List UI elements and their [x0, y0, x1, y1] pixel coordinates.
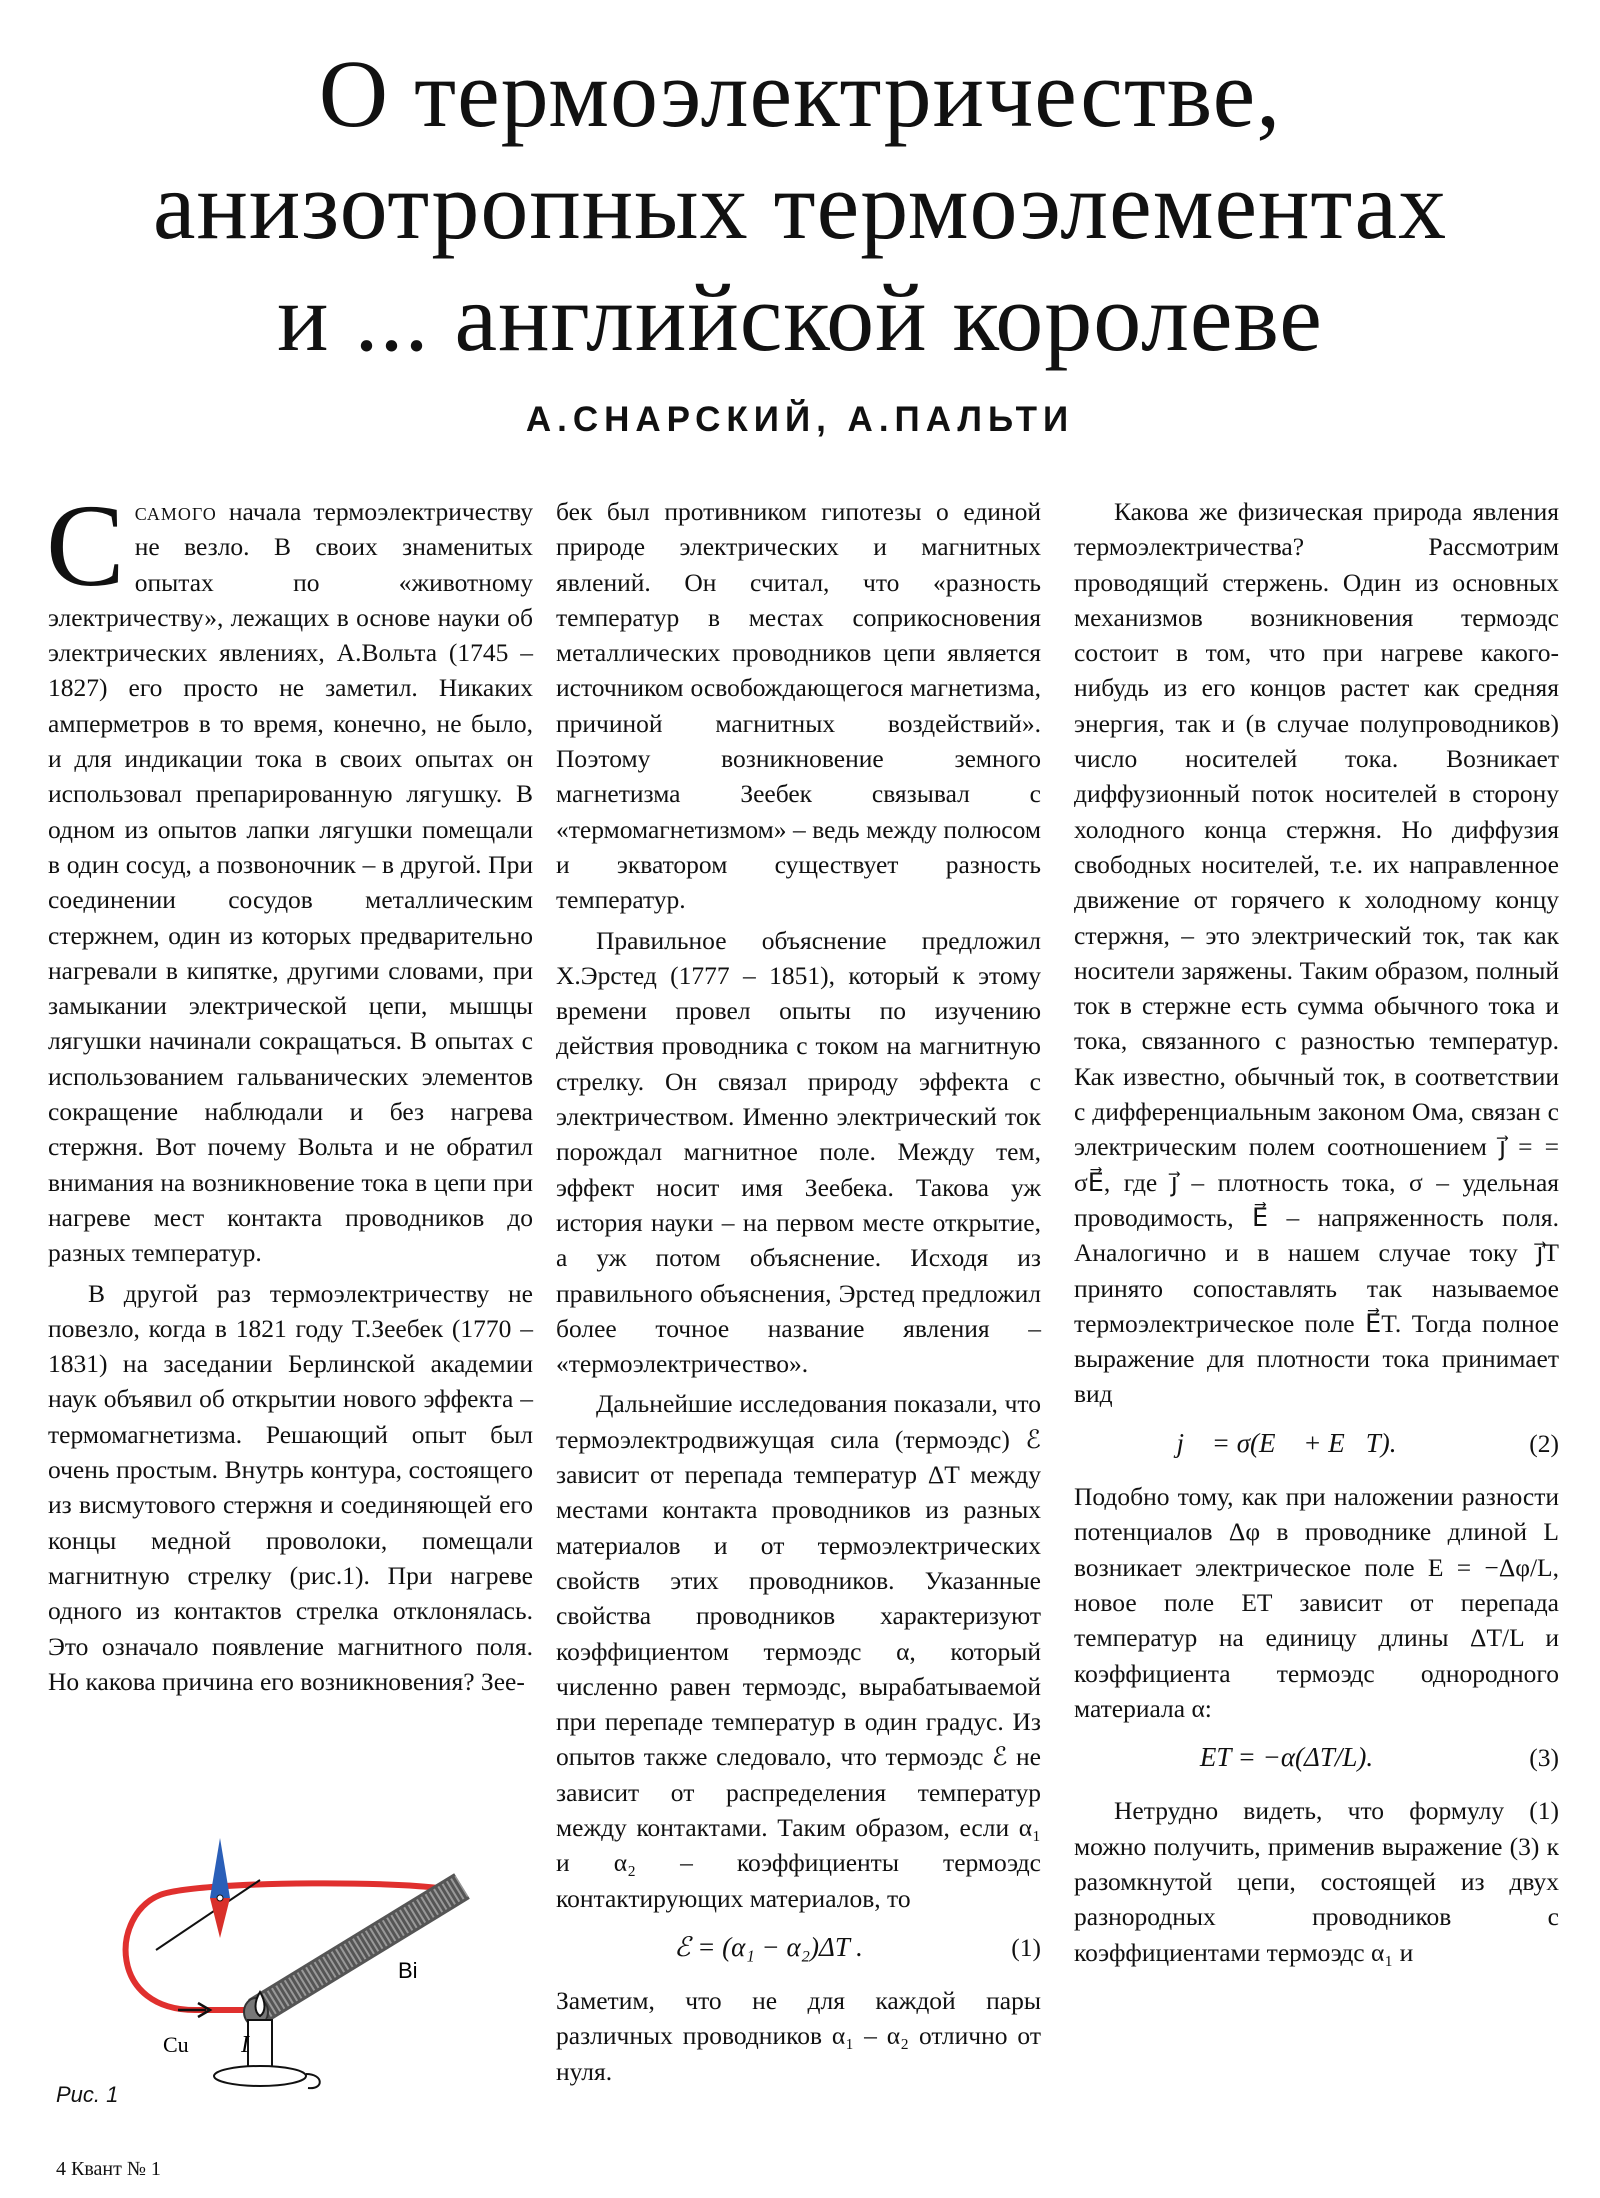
label-cu: Cu	[163, 2032, 189, 2057]
title-line-3: и ... английской королеве	[277, 264, 1323, 371]
column-3	[1074, 494, 1559, 1970]
formula-2	[1074, 1426, 1559, 1461]
formula-2-number: (2)	[1529, 1428, 1559, 1458]
paragraph: Нетрудно видеть, что формулу (1) можно получить, применив выражение (3) к разомкнутой цепи, состоящей из двух разнородных проводников с коэффициентами термоэдс α₁ и	[1074, 1796, 1559, 1967]
formula-3-number: (3)	[1529, 1743, 1559, 1773]
drop-cap: С	[46, 480, 125, 611]
label-current: I	[241, 2032, 249, 2058]
page-footer: 4 Квант № 1	[56, 2158, 161, 2180]
paragraph: Правильное объяснение предложил Х.Эрстед (1777 – 1851), который к этому времени провел опыты по изучению действия проводника с током на магнитную стрелку. Он связал природу эффекта с электричеством. Именно электрический ток порождал магнитное поле. Между тем, эффект носит имя Зеебека. Такова уж история науки – на первом месте открытие, а уж потом объяснение. Исходя из правильного объяснения, Эрстед предложил более точное название явления – «термоэлектричество».	[556, 925, 1041, 1379]
paragraph-text: начала термоэлектричеству не везло. В своих знаменитых опытах по «животному электричеству», лежащих в основе науки об электрических явлениях, А.Вольта (1745 – 1827) его просто не заметил. Никаких амперметров в то время, конечно, не было, и для индикации тока в своих опытах он использовал препарированную лягушку. В одном из опытов лапки лягушки помещали в один сосуд, а позвоночник – в другой. При соединении сосудов металлическим стержнем, один из которых предварительно нагревали в кипятке, другими словами, при замыкании электрической цепи, мышцы лягушки начинали сокращаться. В опытах с использованием гальванических элементов сокращение наблюдали и без нагрева стержня. Вот почему Вольта и не обратил внимания на возникновение тока в цепи при нагреве мест контакта проводников до разных температур.	[48, 497, 533, 1268]
formula-1-number: (1)	[1011, 1932, 1041, 1962]
bismuth-rod	[244, 1886, 462, 2026]
figure-1-caption: Рис. 1	[56, 2082, 119, 2107]
figure-1-illustration	[48, 1780, 533, 2120]
paragraph	[46, 480, 533, 1271]
title-line-1: О термоэлектричестве,	[318, 40, 1282, 147]
formula-2-expression: j⃗ = σ(E⃗ + E⃗T).	[1176, 1427, 1397, 1458]
current-arrow-icon	[178, 2003, 210, 2017]
label-bi: Bi	[398, 1958, 418, 1983]
paragraph: Подобно тому, как при наложении разности потенциалов Δφ в проводнике длиной L возникает электрическое поле E = −Δφ/L, новое поле ET зависит от перепада температур на единицу длины ΔT/L и коэффициента термоэдс однородного материала α:	[1074, 1482, 1559, 1723]
authors: А.СНАРСКИЙ, А.ПАЛЬТИ	[525, 400, 1075, 439]
paragraph: бек был противником гипотезы о единой природе электрических и магнитных явлений. Он считал, что «разность температур в местах соприкосновения металлических проводников цепи является источником освобождающегося магнетизма, причиной магнитных воздействий». Поэтому возникновение земного магнетизма Зеебек связывал с «термомагнетизмом» – ведь между полюсом и экватором существует разность температур.	[556, 497, 1041, 915]
title-line-2: анизотропных термоэлементах	[152, 152, 1448, 259]
formula-3	[1074, 1740, 1559, 1775]
article-title	[0, 38, 1600, 374]
paragraph: Какова же физическая природа явления термоэлектричества? Рассмотрим проводящий стержень. Один из основных механизмов возникновения термоэдс состоит в том, что при нагреве какого-нибудь из его концов растет как средняя энергия, так и (в случае полупроводников) число носителей тока. Возникает диффузионный поток носителей в сторону холодного конца стержня. Но диффузия свободных носителей, т.е. их направленное движение от горячего к холодному концу стержня, – это электрический ток, так как носители заряжены. Таким образом, полный ток в стержне есть сумма обычного тока и тока, связанного с разностью температур. Как известно, обычный ток, в соответствии с дифференциальным законом Ома, связан с электрическим полем соотношением j⃗ = = σE⃗, где j⃗ – плотность тока, σ – удельная проводимость, E⃗ – напряженность поля. Аналогично и в нашем случае току j⃗T принято сопоставлять так называемое термоэлектрическое поле E⃗T. Тогда полное выражение для плотности тока принимает вид	[1074, 497, 1559, 1409]
formula-1-expression: ℰ = (α₁ − α₂)ΔT .	[674, 1931, 863, 1962]
small-caps-lead: самого	[134, 497, 217, 526]
paragraph: В другой раз термоэлектричеству не повезло, когда в 1821 году Т.Зеебек (1770 – 1831) на заседании Берлинской академии наук объявил об открытии нового эффекта – термомагнетизма. Решающий опыт был очень простым. Внутрь контура, состоящего из висмутового стержня и соединяющей его концы медной проволоки, помещали магнитную стрелку (рис.1). При нагреве одного из контактов стрелка отклонялась. Это означало появление магнитного поля. Но какова причина его возникновения? Зее-	[48, 1278, 533, 1696]
paragraph: Дальнейшие исследования показали, что термоэлектродвижущая сила (термоэдс) ℰ зависит от перепада температур ΔT между местами контакта проводников из разных материалов и от термоэлектрических свойств этих проводников. Указанные свойства проводников характеризуют коэффициентом термоэдс α, который численно равен термоэдс, вырабатываемой при перепаде температур в один градус. Из опытов также следовало, что термоэдс ℰ не зависит от распределения температур между контактами. Таким образом, если α₁ и α₂ – коэффициенты термоэдс контактирующих материалов, то	[556, 1389, 1041, 1913]
formula-1	[556, 1930, 1041, 1965]
column-1	[46, 480, 533, 1699]
column-2	[556, 494, 1041, 2089]
formula-3-expression: ET = −α(ΔT/L).	[1199, 1742, 1374, 1773]
paragraph: Заметим, что не для каждой пары различных проводников α₁ – α₂ отлично от нуля.	[556, 1986, 1041, 2086]
